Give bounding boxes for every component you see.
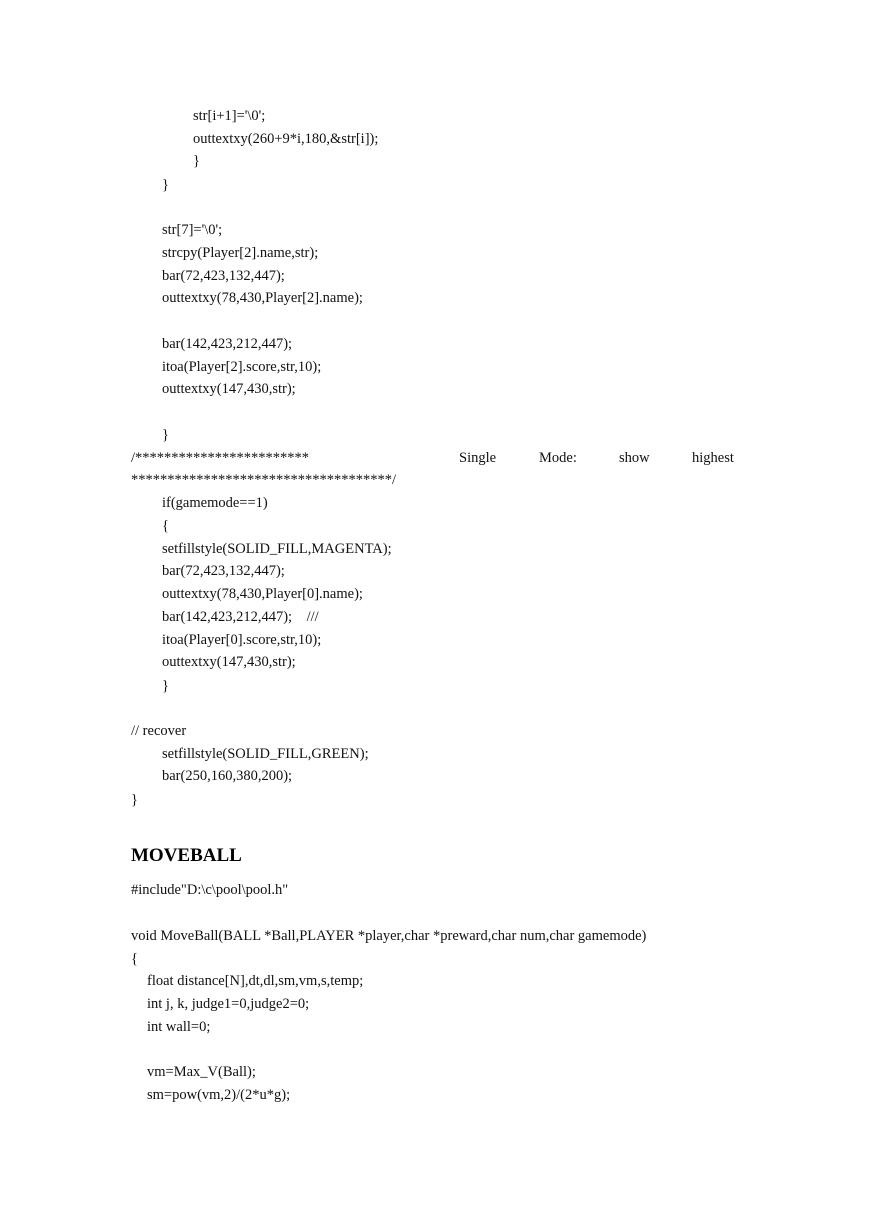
- comment-end: ************************************/: [131, 472, 397, 488]
- code-line: int wall=0;: [147, 1019, 211, 1035]
- code-line: #include"D:\c\pool\pool.h": [131, 882, 289, 898]
- code-line: vm=Max_V(Ball);: [147, 1064, 256, 1080]
- code-line: itoa(Player[2].score,str,10);: [162, 359, 322, 375]
- code-line: strcpy(Player[2].name,str);: [162, 245, 319, 261]
- code-line: itoa(Player[0].score,str,10);: [162, 632, 322, 648]
- code-line: {: [162, 518, 169, 534]
- comment-start: /************************: [131, 450, 310, 466]
- code-line: bar(142,423,212,447); ///: [162, 609, 319, 625]
- code-line: // recover: [131, 723, 187, 739]
- code-line: bar(72,423,132,447);: [162, 268, 285, 284]
- code-line: setfillstyle(SOLID_FILL,MAGENTA);: [162, 541, 392, 557]
- code-line: float distance[N],dt,dl,sm,vm,s,temp;: [147, 973, 364, 989]
- section-heading: MOVEBALL: [131, 845, 242, 866]
- code-line: if(gamemode==1): [162, 495, 268, 511]
- code-line: setfillstyle(SOLID_FILL,GREEN);: [162, 746, 369, 762]
- code-line: }: [162, 427, 169, 443]
- comment-word: show: [619, 450, 650, 466]
- code-line: void MoveBall(BALL *Ball,PLAYER *player,char *preward,char num,char gamemode): [131, 928, 647, 944]
- code-line: outtextxy(78,430,Player[0].name);: [162, 586, 363, 602]
- code-line: bar(250,160,380,200);: [162, 768, 293, 784]
- code-line: {: [131, 951, 138, 967]
- comment-word: highest: [692, 450, 734, 466]
- code-line: sm=pow(vm,2)/(2*u*g);: [147, 1087, 291, 1103]
- code-line: }: [162, 678, 169, 694]
- comment-word: Single: [459, 450, 497, 466]
- code-line: }: [162, 177, 169, 193]
- code-line: bar(142,423,212,447);: [162, 336, 293, 352]
- code-line: outtextxy(147,430,str);: [162, 654, 296, 670]
- comment-word: Mode:: [539, 450, 577, 466]
- code-line: str[i+1]='\0';: [193, 108, 266, 124]
- code-line: int j, k, judge1=0,judge2=0;: [147, 996, 310, 1012]
- code-line: str[7]='\0';: [162, 222, 223, 238]
- code-line: outtextxy(260+9*i,180,&str[i]);: [193, 131, 379, 147]
- code-line: outtextxy(78,430,Player[2].name);: [162, 290, 363, 306]
- code-line: bar(72,423,132,447);: [162, 563, 285, 579]
- code-line: }: [131, 792, 138, 808]
- code-line: }: [193, 153, 200, 169]
- code-line: outtextxy(147,430,str);: [162, 381, 296, 397]
